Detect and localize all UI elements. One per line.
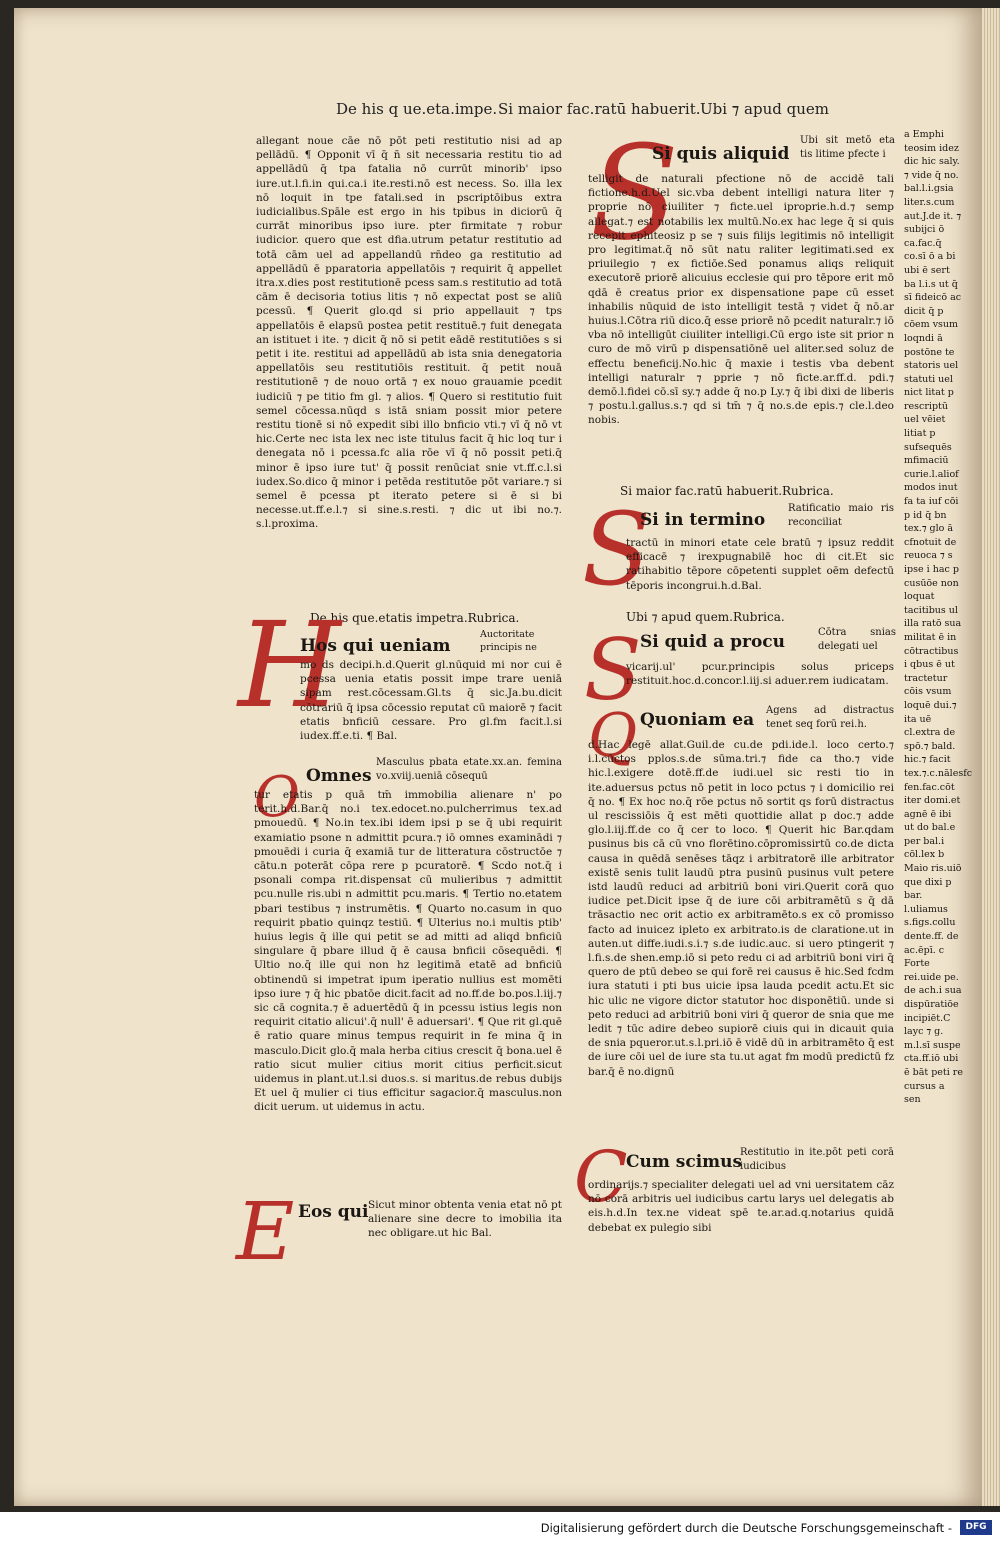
- dfg-logo: DFG: [960, 1520, 992, 1535]
- gloss-omnes-side: Masculus pbata etate.xx.an. femina vo.xviij.ueniā cōsequū: [376, 757, 562, 782]
- gloss-quoniam-side: Agens ad distractus tenet seq forū rei.h.: [766, 705, 894, 730]
- commentary-paragraph: allegant noue cāe nō pōt peti restitutio nisi ad ap pellādū. ¶ Opponit vī q̄ n̄ sit necessaria restitu tio ad appellādū q̄ tpa fatalia nō currūt minorib' ipso iure.ut.l.fi.in qui.ca.i ite.resti.nō est necess. So. illa lex nō loquit in tpe fatali.sed in pscriptōibus extra iudicialibus.Spāle est ergo in his tpibus in diciorū q̄ currāt minoribus ipso iure. pter firmitate ⁊ robur iudicior. quero que est dfia.utrum petatur restitutio ad totā cām uel ad appellandū rn̄deo ga restitutio ad appellādū ē pparatoria appellatōis ⁊ requirit q̄ appellet itra.x.dies post restitutionē pcess sam.s restitutio ad totā cām ē decisoria totius litis ⁊ nō expectat post se aliū pcessū. ¶ Querit glo.qd si prio appellauit ⁊ tps appellatōis ē elapsū postea petit restituē.⁊ fuit denegata an istituet i ite. ⁊ dicit q̄ nō si petit eādē restitutiōes s si petit i ite. restitui ad appellādū ab ista snia denegatoria appellatōis seu restitutiōis restituit. q̄ petit nouā restitutionē ⁊ de nouo ortā ⁊ ex nouo grauamie pcedit iudiciū ⁊ pe titio fm gl. ⁊ alios. ¶ Quero si restitutio fuit semel cōcessa.nūqd s istā sniam possit mior petere restitu tionē si nō expedit sibi illo bnficio vti.⁊ vī q̄ nō vt hic.Certe nec ista lex nec iste titulus facit q̄ hic loq tur i denegata nō i pcessa.fc alia rōe vī q̄ nō possit peti.q̄ minor ē ipso iure tut' q̄ possit renūciat snie vt.ff.c.l.si iudex.So.dico q̄ minor i petēda restitutōe pōt variare.⁊ si semel ē pcessa pt iterato petere si ē si bi necesse.ut.ff.e.l.⁊ si sine.s.resti. ⁊ dic ut ibi no.⁊. s.l.proxima.: [256, 135, 562, 531]
- running-head-right: Ubi ⁊ apud quem: [700, 100, 829, 118]
- margin-notes: [904, 128, 973, 1113]
- initial-s-quid: S: [584, 621, 642, 719]
- gloss-siquis-side: Ubi sit metō eta tis litime pfecte i: [800, 135, 895, 160]
- gloss-siquid-side: Cōtra snias delegati uel: [818, 627, 896, 652]
- initial-e: E: [236, 1185, 295, 1278]
- rubric-si-maior: Si maior fac.ratū habuerit.Rubrica.: [620, 484, 834, 498]
- gloss-quoniam-text: d.Hac legē allat.Guil.de cu.de pdi.ide.l. loco certo.⁊ i.l.cūctos pplos.s.de sūma.tri.⁊ fide ca tho.⁊ vide hic.l.exigere dotē.ff.de iudi.uel sic resti tio in ite.aduersus pctus nō petit in loco pctus ⁊ i domicilio rei q̄ no. ¶ Ex hoc no.q̄ rōe pctus nō sortit qs forū distractus ul rescissiōis q̄ est mēti quottidie allat p doc.⁊ adde glo.l.iij.ff.de co q̄ cer to loco. ¶ Querit hic Bar.qdam pusinus bis cā cū vno florētino.cōpromissirtū co.de dicta causa in quēdā senēses tāqz i arbitratorē ille arbitrator existē senis tulit laudū ptra pusinū pusinus vult petere istd laudū reduci ad arbitriū boni viri.Querit corā quo iudice pet.Dicit ipse q̄ de iure cōi arbitramētū s q̄ dā trāsactio nec orit actio ex arbitramēto.s ex cō promisso facto ad inuicez ipleto ex arbitrato.is de claratione.ut in auten.ut diffe.iudi.s.i.⁊ s.de iudic.auc. si uero ptingerit ⁊ l.fi.s.de shen.emp.iō si peto redu ci ad arbitriū boni viri q̄ quero de ptū debeo se qui forē rei causus ē hic.Sed fcdm iura statuti i pti bus uicie ipsa lauda pcedit actu.Et sic hic ulic ne vigore dictor statutor hoc disponētiū. unde si peto reduci ad arbitriū boni viri q̄ queror de snia que me ledit ⁊ tūc adire debeo supiorē ciuis qui in dicauit quia de snia pqueror.ut.s.l.pri.iō ē vidē dū in arbitramēto q̄ est de iure cōi uel de iure sta tu.ut agat fm modū predictū fz bar.q̄ ē no.dignū: [588, 739, 894, 1078]
- gloss-eos-text: Sicut minor obtenta venia etat nō pt alienare sine decre to imobilia ita nec obligare.ut hic Bal.: [368, 1199, 562, 1240]
- lemma-quoniam: Quoniam ea: [640, 710, 755, 730]
- lemma-si-quid: Si quid a procu: [640, 632, 785, 652]
- lemma-si-in-termino: Si in termino: [640, 510, 766, 530]
- initial-h: H: [238, 596, 341, 734]
- gloss-cum-side: Restitutio in ite.pōt peti corā iudicibus: [740, 1147, 894, 1172]
- margin-note: a Emphi teosim idez dic hic saly. ⁊ vide q̄ no. bal.l.i.gsia liter.s.cum aut.J.de it. ⁊ subijci ō ca.fac.q̄ co.sī ō a bi ubi ē sert ba l.i.s ut q̄ sī fideicō ac dicit q̄ p cōem vsum loqndi ā postōne te statoris uel statuti uel nict litat p rescriptū uel vēiet litiat p sufsequēs mfimaciū curie.l.aliof modos inut fa ta iuf cōi p id q̄ bn tex.⁊ glo ā cfnotuit de reuoca ⁊ s ipse i hac p cusūōe non loquat tacitibus ul illa ratō sua militat ē in cōtractibus i qbus ē ut tractetur cōis vsum loquē dui.⁊ ita uē cl.extra de spō.⁊ bald. hic.⁊ facit tex.⁊.c.nālesfc fen.fac.cōt iter domi.et agnē ē ibi ut do bal.e per bal.i cōl.lex b Maio ris.uiō que dixi p bar. l.uliamus s.figs.collu dente.ff. de ac.ēpī. c Forte rei.uide pe. de ach.i sua dispūratiōe incipiēt.C layc ⁊ g. m.l.sī suspe cta.ff.iō ubi ē bāt peti re cursus a sen: [904, 129, 973, 1106]
- lemma-si-quis: Si quis aliquid: [652, 144, 790, 164]
- gloss-siquis-text: telligit de naturali pfectione nō de accidē tali fictione.h.d.Uel sic.vba debent intelligi natura liter ⁊ proprie nō ciuiliter ⁊ ficte.uel iproprie.h.d.⁊ semp allegat.⁊ est notabilis lex multū.No.ex hac lege q̄ si quis recepit ephiteosiz p se ⁊ suis filijs legitimis nō intelligit pro legitimat.q̄ nō sūt natu raliter legitimati.sed ex priuilegio ⁊ ex fictiōe.Sed ponamus aliqs reliquit executorē priorē alicuius ecclesie qui pro tēpore erit mō qdā ē creatus prior ex dispensatione pape cū esset inhabilis nūquid de isto intelligit testā ⁊ videt q̄ nō.ar huius.l.Cōtra riū dico.q̄ esse priorē nō pcedit naturalr.⁊ iō vba nō intelligūt ciuiliter intelligi.Cū ergo iste sit prior n curo de mō virū p dispensatiōnē uel aliter.sed soluz de effectu beneficij.No.hic q̄ maxie i testis vba debent intelligi naturalr ⁊ pprie ⁊ nō ficte.ar.ff.d. pdi.⁊ demō.l.fidei cō.sī sy.⁊ adde q̄ no.p Ly.⁊ q̄ ibi dixi de liberis ⁊ postu.l.gallus.s.⁊ qd si tm̄ ⁊ q̄ no.s.de epis.⁊ cle.l.deo nobis.: [588, 173, 894, 427]
- rubric-ubi-apud: Ubi ⁊ apud quem.Rubrica.: [626, 610, 785, 624]
- gloss-sin-side: Ratificatio maio ris reconciliat: [788, 503, 894, 528]
- initial-o: O: [254, 765, 300, 830]
- gloss-siquid-text: vicarij.ul' pcur.principis solus priceps restituit.hoc.d.concor.l.iij.si aduer.rem iudicatam.: [626, 661, 894, 688]
- initial-s: S: [590, 117, 680, 269]
- rubric-de-his: De his que.etatis impetra.Rubrica.: [310, 611, 520, 625]
- gloss-omnes-text: tur etatis p quā tm̄ immobilia alienare n' po terit.h.d.Bar.q̄ no.i tex.edocet.no.pulcherrimus tex.ad pmouedū. ¶ No.in tex.ibi idem ipsi p se q̄ ubi requirit examiatio psone n admittit pcura.⁊ iō omnes examinādi ⁊ pmouēdi i curia q̄ examiā tur de litteratura cōstructōe ⁊ cātu.n poterāt cōpa rere p pcuratorē. ¶ Scdo not.q̄ i psonali compa rit.dispensat cū mulieribus ⁊ admittit pcu.nulle ris.ubi n admittit pcu.maris. ¶ Tertio no.etatem pbari testibus ⁊ instrumētis. ¶ Quarto no.casum in quo requirit pbatio quinqz testiū. ¶ Ulterius no.i multis ptib' huius legis q̄ ille qui petit se ad mitti ad aliqd bnficiū singulare q̄ pbare illud q̄ ē causa bnficii cōsequēdi. ¶ Ultio no.q̄ ille qui non hz legitimā etatē ad bnficiū obtinendū si impetrat ipum iperatio nullius est momēti ipso iure ⁊ q̄ hic pbatōe dicit.facit ad no.ff.de bo.pos.l.iij.⁊ sic cā cognita.⁊ ē aduertēdū q̄ in pcessu istius legis non requirit citatio alicui'.q̄ null' ē aduersari'. ¶ Que rit gl.quē ē ratio quare minus tempus requirit in fe mina q̄ in masculo.Dicit glo.q̄ mala herba citius crescit q̄ bona.uel ē ratio sicut mulier citius morit citius perficit.sicut uidemus in plant.ut.l.si duos.s. si maritus.de rebus dubijs Et uel q̄ mulier ci tius efficitur sagacior.q̄ masculus.non dicit uerum. ut uidemus in actu.: [254, 789, 562, 1114]
- gloss-hos-side: Auctoritate principis ne: [480, 629, 537, 653]
- lemma-hos-qui: Hos qui ueniam: [300, 636, 451, 656]
- lemma-omnes: Omnes: [306, 766, 372, 786]
- digitization-footer: [0, 1512, 1000, 1544]
- gloss-hos-text: mo ds decipi.h.d.Querit gl.nūquid mi nor cui ē pcessa uenia etatis possit impe trare ueniā sipam rest.cōcessam.Gl.ts q̄ sic.Ja.bu.dicit cōtrariū q̄ ipsa cōcessio reputat cū maiorē ⁊ facit etatis bnficiū cessare. Pro gl.fm facit.l.si iudex.ff.e.ti. ¶ Bal.: [300, 659, 562, 743]
- page-fore-edge: [982, 8, 1000, 1506]
- gloss-sin-text: tractū in minori etate cele bratū ⁊ ipsuz reddit efficacē ⁊ irexpugnabilē hoc di cit.Et sic ratihabitio tēpore cōpetenti supplet oēm defectū tēporis incongrui.h.d.Bal.: [626, 537, 894, 592]
- gloss-cum-text: ordinarijs.⁊ specialiter delegati uel ad vni uersitatem cāz nō corā arbitris uel iudicibus cartu larys uel delegatis ab eis.h.d.In tex.ne videat spē te.ar.ad.q.notarius quidā debebat ex pulegio sibi: [588, 1179, 894, 1234]
- lemma-eos-qui: Eos qui: [298, 1202, 369, 1222]
- lemma-cum-scimus: Cum scimus: [626, 1152, 743, 1172]
- initial-s-termino: S: [582, 491, 651, 608]
- running-head-middle: Si maior fac.ratū habuerit.: [498, 100, 701, 118]
- footer-credit: Digitalisierung gefördert durch die Deutsche Forschungsgemeinschaft -: [540, 1521, 952, 1535]
- initial-c: C: [574, 1136, 628, 1218]
- initial-q: Q: [588, 701, 638, 771]
- running-head-left: De his q ue.eta.impe.: [336, 100, 498, 118]
- left-column-commentary: [256, 134, 562, 532]
